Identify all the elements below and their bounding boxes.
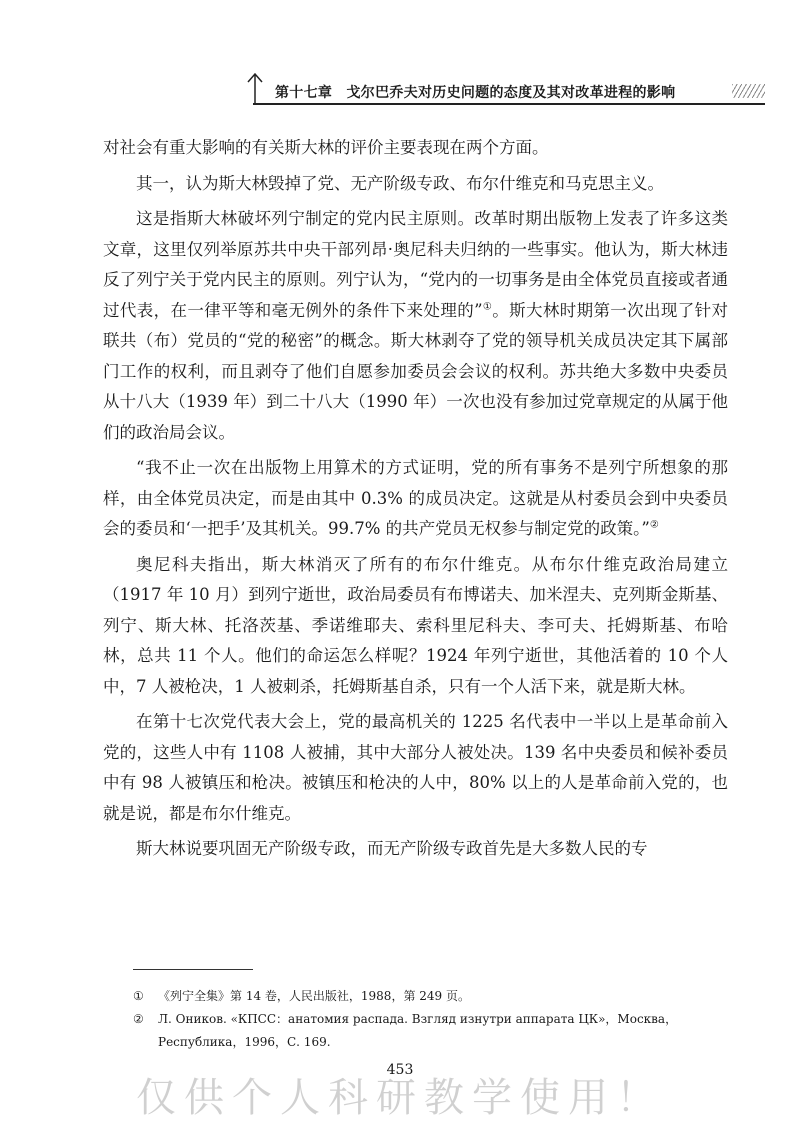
chapter-title: 第十七章 戈尔巴乔夫对历史问题的态度及其对改革进程的影响: [275, 85, 676, 101]
footnote-text: Л. Оников. «КПСС：анатомия распада. Взгляд изнутри аппарата ЦК»，Москва，Республика，1996，С. 169.: [158, 1012, 678, 1049]
footnote: [133, 1008, 728, 1054]
paragraph: 斯大林说要巩固无产阶级专政，而无产阶级专政首先是大多数人民的专: [136, 839, 648, 858]
quote-paragraph: [103, 453, 728, 545]
paragraph: [103, 204, 728, 448]
footnote-text: 《列宁全集》第 14 卷，人民出版社，1988，第 249 页。: [158, 989, 470, 1003]
header-rule: [253, 103, 765, 105]
page-number: 453: [386, 1062, 414, 1078]
header-hatch-decoration: [732, 84, 765, 98]
paragraph: 奥尼科夫指出，斯大林消灭了所有的布尔什维克。从布尔什维克政治局建立（1917 年 10 月）到列宁逝世，政治局委员有布博诺夫、加米涅夫、克列斯金斯基、列宁、斯大林、托洛茨基、季诺维耶夫、索科里尼科夫、李可夫、托姆斯基、布哈林，总共 11 个人。他们的命运怎么样呢？1924 年列宁逝世，其他活着的 10 个人中，7 人被枪决，1 人被刺杀，托姆斯基自杀，只有一个人活下来，就是斯大林。: [103, 554, 728, 696]
paragraph: 其一，认为斯大林毁掉了党、无产阶级专政、布尔什维克和马克思主义。: [136, 173, 664, 193]
running-header: [245, 72, 765, 106]
footnote-separator: [133, 969, 253, 970]
paragraph-text: “我不止一次在出版物上用算术的方式证明，党的所有事务不是列宁所想象的那样，由全体党员决定，而是由其中 0.3% 的成员决定。这就是从村委员会到中央委员会的委员和‘一把手’及其机关。99.7% 的共产党员无权参与制定党的政策。”: [103, 458, 728, 538]
footnote-ref: ②: [649, 519, 659, 531]
up-arrow-icon: [245, 72, 265, 106]
paragraph: 在第十七次党代表大会上，党的最高机关的 1225 名代表中一半以上是革命前入党的，这些人中有 1108 人被捕，其中大部分人被处决。139 名中央委员和候补委员中有 98 人被镇压和枪决。被镇压和枪决的人中，80% 以上的人是革命前入党的，也就是说，都是布尔什维克。: [103, 712, 728, 823]
footnotes: [133, 985, 728, 1054]
watermark: 仅供个人科研教学使用！: [136, 1075, 664, 1121]
paragraph-text: 。斯大林时期第一次出现了针对联共（布）党员的“党的秘密”的概念。斯大林剥夺了党的领导机关成员决定其下属部门工作的权利，而且剥夺了他们自愿参加委员会会议的权利。苏共绝大多数中央委员从十八大（1939 年）到二十八大（1990 年）一次也没有参加过党章规定的从属于他们的政治局会议。: [103, 300, 729, 442]
footnote: [133, 985, 728, 1008]
footnote-ref: ①: [482, 301, 493, 312]
footnote-mark: ②: [133, 1012, 144, 1026]
body-text: [103, 133, 728, 870]
footnote-mark: ①: [133, 989, 144, 1003]
paragraph-text: 这是指斯大林破坏列宁制定的党内民主原则。改革时期出版物上发表了许多这类文章，这里仅列举原苏共中央干部列昂·奥尼科夫归纳的一些事实。他认为，斯大林违反了列宁关于党内民主的原则。列宁认为，“党内的一切事务是由全体党员直接或者通过代表，在一律平等和毫无例外的条件下来处理的”: [103, 209, 728, 320]
paragraph: 对社会有重大影响的有关斯大林的评价主要表现在两个方面。: [103, 138, 549, 157]
